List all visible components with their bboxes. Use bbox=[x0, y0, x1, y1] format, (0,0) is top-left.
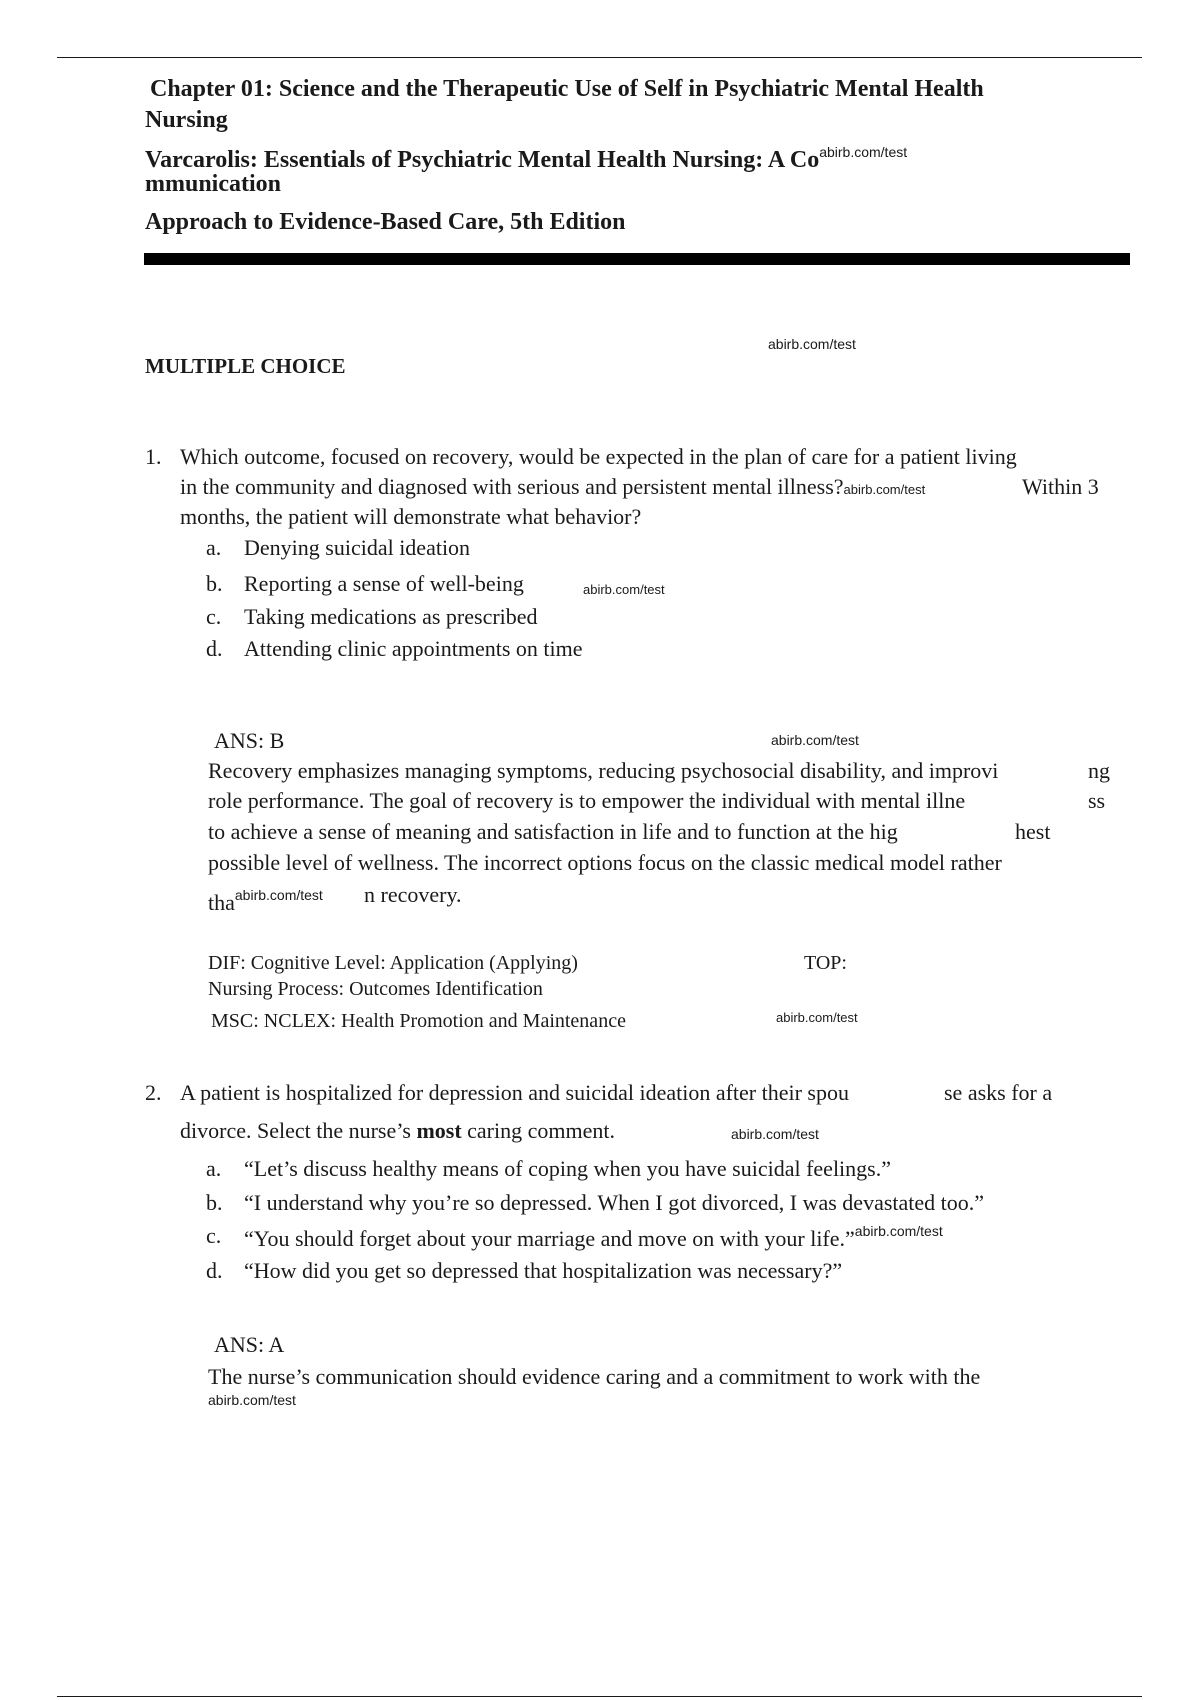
option-letter: a. bbox=[206, 1156, 222, 1181]
watermark: abirb.com/test bbox=[208, 1392, 296, 1408]
topic: TOP: bbox=[804, 952, 847, 974]
answer: ANS: B bbox=[214, 728, 285, 753]
chapter-title-line1: Chapter 01: Science and the Therapeutic Use of Self in Psychiatric Mental Health bbox=[150, 76, 984, 102]
option-text: “I understand why you’re so depressed. When I got divorced, I was devastated too.” bbox=[244, 1190, 985, 1215]
answer: ANS: A bbox=[214, 1332, 285, 1357]
difficulty: DIF: Cognitive Level: Application (Applying) bbox=[208, 952, 578, 974]
question-1-line2-end: Within 3 bbox=[1022, 474, 1099, 499]
question-number: 2. bbox=[145, 1080, 162, 1105]
question-1-line3: months, the patient will demonstrate what behavior? bbox=[180, 504, 642, 529]
question-2-line1-end: se asks for a bbox=[944, 1080, 1053, 1105]
bottom-rule bbox=[57, 1696, 1142, 1697]
watermark: abirb.com/test bbox=[768, 336, 856, 352]
header-thick-rule bbox=[144, 253, 1130, 265]
option-text-content: “You should forget about your marriage and move on with your life.” bbox=[244, 1226, 855, 1251]
emphasis-most: most bbox=[416, 1118, 462, 1143]
rationale-line5-end: n recovery. bbox=[364, 882, 462, 907]
watermark: abirb.com/test bbox=[583, 582, 665, 597]
option-text: Attending clinic appointments on time bbox=[244, 636, 583, 661]
nursing-process: Nursing Process: Outcomes Identification bbox=[208, 978, 543, 1000]
option-text: “How did you get so depressed that hospitalization was necessary?” bbox=[244, 1258, 843, 1283]
option-letter: c. bbox=[206, 1223, 222, 1248]
question-1-line2-text: in the community and diagnosed with serious and persistent mental illness? bbox=[180, 474, 844, 499]
watermark-inline: abirb.com/test bbox=[234, 887, 323, 903]
question-1-line1: Which outcome, focused on recovery, would be expected in the plan of care for a patient living bbox=[180, 444, 1017, 469]
rationale-line5 bbox=[208, 880, 323, 918]
question-2-line2-text: divorce. Select the nurse’s bbox=[180, 1118, 417, 1143]
option-letter: b. bbox=[206, 1190, 223, 1215]
watermark: abirb.com/test bbox=[731, 1126, 819, 1142]
rationale-line5-start: tha bbox=[208, 890, 235, 915]
rationale-line4: possible level of wellness. The incorrect options focus on the classic medical model rather bbox=[208, 850, 1002, 875]
book-title-line4: mmunication bbox=[145, 171, 282, 197]
option-letter: b. bbox=[206, 571, 223, 596]
question-number: 1. bbox=[145, 444, 162, 469]
chapter-title-line2: Nursing bbox=[145, 107, 228, 133]
question-2-line1: A patient is hospitalized for depression and suicidal ideation after their spou bbox=[180, 1080, 849, 1105]
option-letter: a. bbox=[206, 535, 222, 560]
msc: MSC: NCLEX: Health Promotion and Maintenance bbox=[211, 1010, 626, 1032]
rationale-line1-end: ng bbox=[1088, 758, 1110, 783]
watermark: abirb.com/test bbox=[776, 1010, 858, 1025]
book-title-line5: Approach to Evidence-Based Care, 5th Edition bbox=[145, 209, 626, 235]
watermark-inline: abirb.com/test bbox=[854, 1223, 943, 1239]
option-letter: d. bbox=[206, 636, 223, 661]
option-text: Taking medications as prescribed bbox=[244, 604, 538, 629]
option-letter: c. bbox=[206, 604, 222, 629]
rationale-line2-end: ss bbox=[1088, 788, 1106, 813]
question-2-line2-end: caring comment. bbox=[461, 1118, 615, 1143]
watermark: abirb.com/test bbox=[771, 732, 859, 748]
watermark-inline: abirb.com/test bbox=[819, 144, 908, 160]
section-title: MULTIPLE CHOICE bbox=[145, 354, 346, 378]
rationale-line2: role performance. The goal of recovery is to empower the individual with mental illne bbox=[208, 788, 966, 813]
watermark-inline: abirb.com/test bbox=[843, 482, 926, 497]
rationale-line3: to achieve a sense of meaning and satisfaction in life and to function at the hig bbox=[208, 819, 898, 844]
rationale-line1: The nurse’s communication should evidence caring and a commitment to work with the bbox=[208, 1364, 981, 1389]
option-text: Denying suicidal ideation bbox=[244, 535, 471, 560]
question-2-line2 bbox=[180, 1116, 615, 1146]
rationale-line1: Recovery emphasizes managing symptoms, reducing psychosocial disability, and improvi bbox=[208, 758, 999, 783]
option-text: “Let’s discuss healthy means of coping when you have suicidal feelings.” bbox=[244, 1156, 891, 1181]
question-1-line2 bbox=[180, 472, 925, 505]
top-rule bbox=[57, 57, 1142, 58]
rationale-line3-end: hest bbox=[1015, 819, 1051, 844]
option-letter: d. bbox=[206, 1258, 223, 1283]
option-text: Reporting a sense of well-being bbox=[244, 571, 524, 596]
book-title-text: Varcarolis: Essentials of Psychiatric Mental Health Nursing: A Co bbox=[145, 147, 820, 173]
option-text bbox=[244, 1223, 943, 1252]
